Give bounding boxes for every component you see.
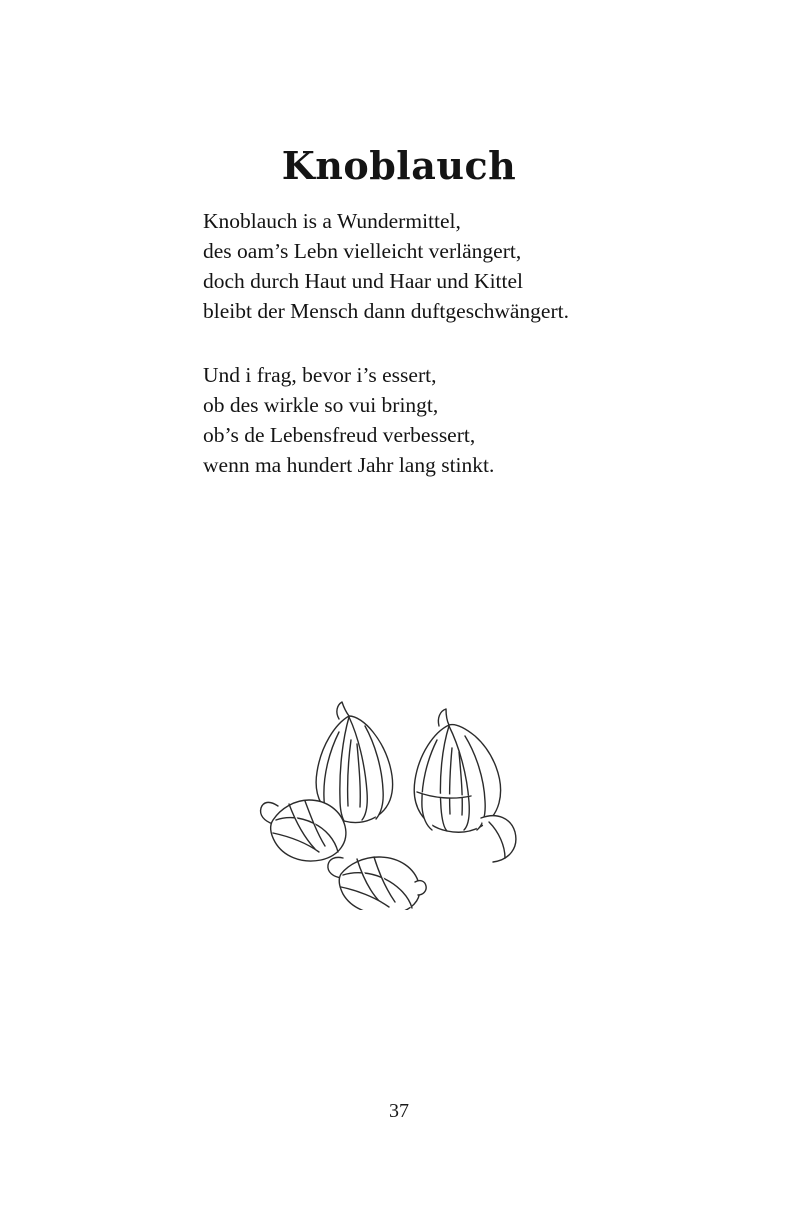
- poem-line: Und i frag, bevor i’s essert,: [203, 363, 437, 387]
- poem-stanza: [203, 360, 683, 480]
- poem-line: doch durch Haut und Haar und Kittel: [203, 269, 524, 293]
- page-number: 37: [389, 1100, 409, 1122]
- poem-stanza: [203, 206, 683, 326]
- poem-line: wenn ma hundert Jahr lang stinkt.: [203, 453, 495, 477]
- poem-line: bleibt der Mensch dann duftgeschwängert.: [203, 299, 569, 323]
- poem-line: ob’s de Lebensfreud verbessert,: [203, 423, 476, 447]
- poem-line: Knoblauch is a Wundermittel,: [203, 209, 461, 233]
- poem-line: des oam’s Lebn vielleicht verlängert,: [203, 239, 522, 263]
- poem-body: [203, 206, 683, 480]
- garlic-bulbs-illustration: [243, 660, 563, 910]
- poem-line: ob des wirkle so vui bringt,: [203, 393, 439, 417]
- page-title: Knoblauch: [281, 143, 517, 189]
